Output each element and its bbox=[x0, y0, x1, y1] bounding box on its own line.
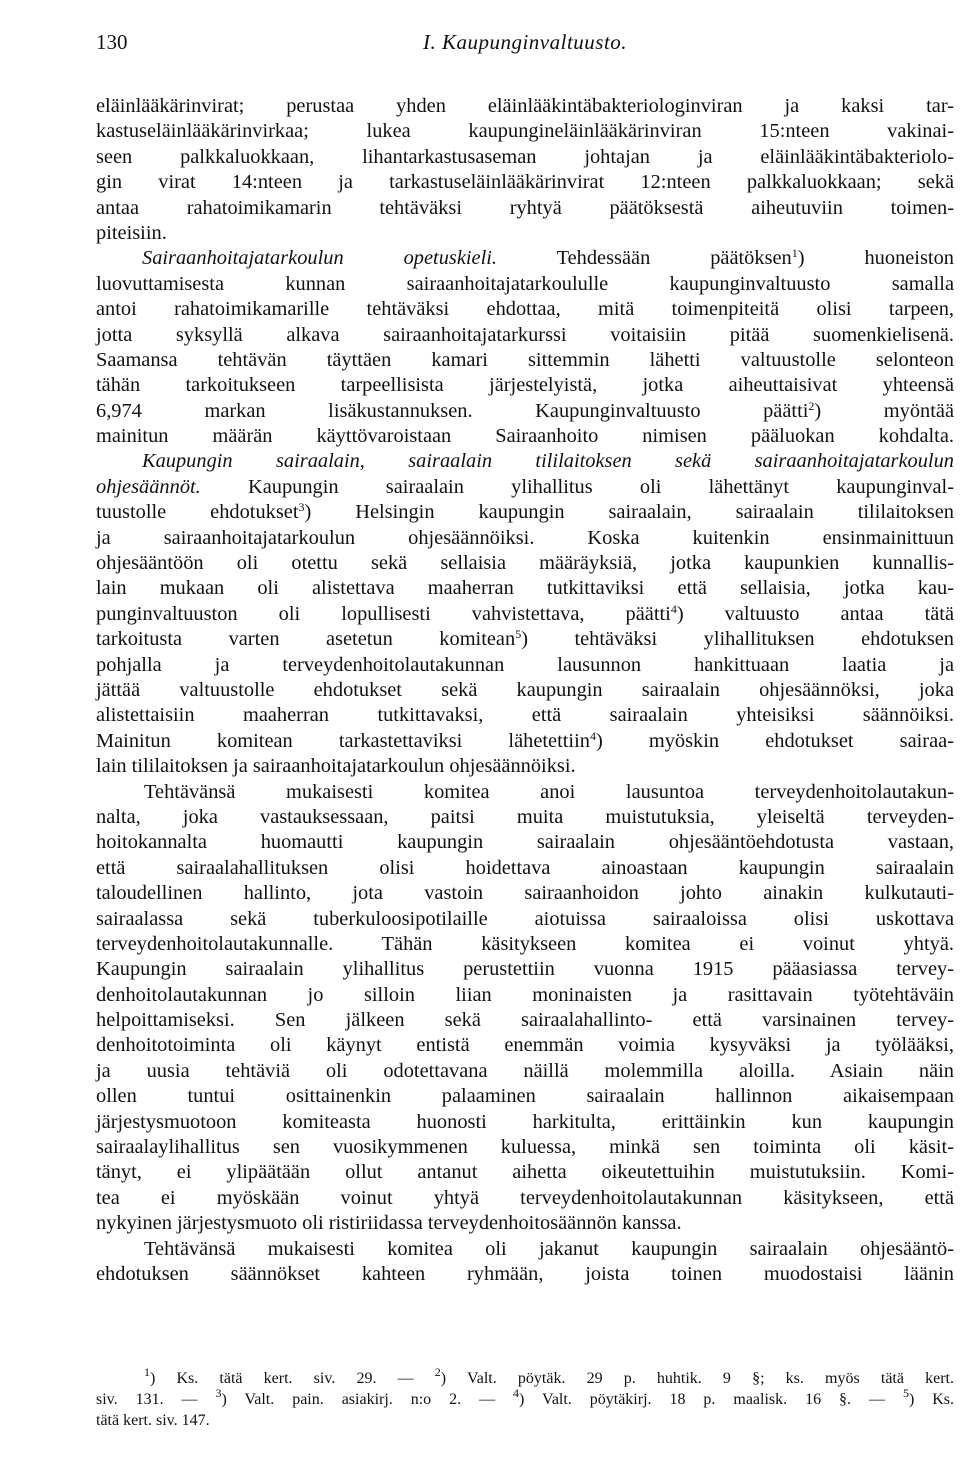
text-line: tähän tarkoitukseen tarpeellisista järjestelyistä, jotka aiheuttaisivat yhteensä bbox=[96, 374, 954, 397]
text-line: punginvaltuuston oli lopullisesti vahvistettava, päätti$^4$) valtuusto antaa tätä bbox=[96, 601, 954, 625]
text-line: alistettaisiin maaherran tutkittavaksi, että sairaalain yhteisiksi säännöiksi. bbox=[96, 704, 954, 727]
footnotes bbox=[96, 1365, 955, 1431]
text-line: jättää valtuustolle ehdotukset sekä kaupungin sairaalain ohjesäännöksi, joka bbox=[96, 678, 954, 701]
text-line: helpoittamiseksi. Sen jälkeen sekä sairaalahallinto- että varsinainen tervey- bbox=[96, 1009, 954, 1032]
text-line: tea ei myöskään voinut yhtyä terveydenhoitolautakunnan käsitykseen, että bbox=[96, 1186, 954, 1209]
text-line: nykyinen järjestysmuoto oli ristiriidassa terveydenhoitosäännön kanssa. bbox=[96, 1212, 682, 1235]
text-line: antoi rahatoimikamarille tehtäväksi ehdottaa, mitä toimenpiteitä olisi tarpeen, bbox=[96, 298, 954, 321]
footnote-ref: 2 bbox=[808, 398, 815, 413]
text-line: luovuttamisesta kunnan sairaanhoitajatarkoululle kaupunginvaltuusto samalla bbox=[96, 272, 954, 295]
text-line: seen palkkaluokkaan, lihantarkastusaseman johtajan ja eläinlääkintäbakteriolo- bbox=[96, 145, 954, 168]
section-heading: ohjesäännöt. bbox=[96, 475, 201, 498]
text-line: Saamansa tehtävän täyttäen kamari sittemmin lähetti valtuustolle selonteon bbox=[96, 348, 954, 371]
text-line: mainitun määrän käyttövaroistaan Sairaanhoito nimisen pääluokan kohdalta. bbox=[96, 425, 954, 448]
page-header bbox=[96, 30, 954, 60]
text-line: terveydenhoitolautakunnalle. Tähän käsitykseen komitea ei voinut yhtyä. bbox=[96, 932, 954, 955]
text-line: nalta, joka vastauksessaan, paitsi muita muistutuksia, yleiseltä terveyden- bbox=[96, 805, 954, 828]
text-line: denhoitotoiminta oli käynyt entistä enemmän voimia kysyväksi ja työlääksi, bbox=[96, 1034, 954, 1057]
footnote-mark: 4 bbox=[513, 1386, 520, 1400]
text-line: ohjesääntöön oli otettu sekä sellaisia määräyksiä, jotka kaupunkien kunnallis- bbox=[96, 552, 954, 575]
text-line: sairaalaylihallitus sen vuosikymmenen kuluessa, minkä sen toiminta oli käsit- bbox=[96, 1136, 954, 1159]
footnote-ref: 4 bbox=[670, 601, 677, 616]
section-heading-line: Sairaanhoitajatarkoulun opetuskieli. Tehdessään päätöksen$^1$) huoneiston bbox=[142, 246, 954, 270]
footnote-mark: 5 bbox=[902, 1386, 909, 1400]
text-line: järjestysmuotoon komiteasta huonosti harkitulta, erittäinkin kun kaupungin bbox=[96, 1110, 954, 1133]
footnote-ref: 1 bbox=[791, 246, 798, 261]
footnote-line: tätä kert. siv. 147. bbox=[96, 1412, 210, 1429]
page-number: 130 bbox=[96, 30, 128, 54]
text-line: ehdotuksen säännökset kahteen ryhmään, joista toinen muodostaisi läänin bbox=[96, 1262, 954, 1285]
text-line: ohjesäännöt. Kaupungin sairaalain ylihallitus oli lähettänyt kaupunginval- bbox=[96, 475, 954, 498]
footnote-mark: 1 bbox=[144, 1365, 150, 1379]
footnote-ref: 3 bbox=[298, 500, 305, 515]
text-line: että sairaalahallituksen olisi hoidettava ainoastaan kaupungin sairaalain bbox=[96, 856, 954, 879]
body-text bbox=[96, 94, 954, 1287]
footnote-mark: 2 bbox=[434, 1365, 441, 1379]
text-line: tänyt, ei ylipäätään ollut antanut aihetta oikeutettuihin muistutuksiin. Komi- bbox=[96, 1161, 954, 1184]
text-line: Tehtävänsä mukaisesti komitea anoi lausuntoa terveydenhoitolautakun- bbox=[144, 780, 954, 803]
text-line: eläinlääkärinvirat; perustaa yhden eläinlääkintäbakteriologinviran ja kaksi tar- bbox=[96, 95, 954, 117]
footnote-ref: 5 bbox=[515, 627, 522, 642]
footnote-line: $^1$) Ks. tätä kert. siv. 29. — $^2$) Valt. pöytäk. 29 p. huhtik. 9 §; ks. myös tätä kert. bbox=[144, 1365, 955, 1387]
text-line: denhoitolautakunnan jo silloin liian moninaisten ja rasittavain työtehtäväin bbox=[96, 983, 954, 1006]
text-line: lain tililaitoksen ja sairaanhoitajatarkoulun ohjesäännöiksi. bbox=[96, 755, 576, 778]
section-heading: Kaupungin sairaalain, sairaalain tililaitoksen sekä sairaanhoitajatarkoulun bbox=[142, 450, 954, 473]
section-heading: Sairaanhoitajatarkoulun opetuskieli. bbox=[142, 247, 498, 270]
text-line: antaa rahatoimikamarin tehtäväksi ryhtyä päätöksestä aiheutuviin toimen- bbox=[96, 196, 954, 219]
text-line: 6,974 markan lisäkustannuksen. Kaupunginvaltuusto päätti$^2$) myöntää bbox=[96, 398, 955, 422]
text-line: sairaalassa sekä tuberkuloosipotilaille aiotuissa sairaaloissa olisi uskottava bbox=[96, 907, 954, 930]
running-title: I. Kaupunginvaltuusto. bbox=[422, 30, 628, 54]
text-line: taloudellinen hallinto, jota vastoin sairaanhoidon johto ainakin kulkutauti- bbox=[96, 882, 954, 905]
text-line: ollen tuntui osittainenkin palaaminen sairaalain hallinnon aikaisempaan bbox=[96, 1085, 954, 1108]
text-line: Kaupungin sairaalain ylihallitus perustettiin vuonna 1915 pääasiassa tervey- bbox=[96, 958, 954, 981]
text-line: kastuseläinlääkärinvirkaa; lukea kaupungineläinlääkärinviran 15:nteen vakinai- bbox=[96, 120, 954, 143]
footnote-mark: 3 bbox=[215, 1386, 222, 1400]
text-line: lain mukaan oli alistettava maaherran tutkittaviksi että sellaisia, jotka kau- bbox=[96, 577, 954, 600]
text-line: Mainitun komitean tarkastettaviksi lähetettiin$^4$) myöskin ehdotukset sairaa- bbox=[96, 728, 954, 752]
text-line: jotta syksyllä alkava sairaanhoitajatarkurssi voitaisiin pitää suomenkielisenä. bbox=[96, 323, 954, 346]
footnote-ref: 4 bbox=[589, 728, 596, 743]
text-line: hoitokannalta huomautti kaupungin sairaalain ohjesääntöehdotusta vastaan, bbox=[96, 831, 954, 854]
text-line: gin virat 14:nteen ja tarkastuseläinlääkärinvirat 12:nteen palkkaluokkaan; sekä bbox=[96, 171, 954, 194]
text-line: pohjalla ja terveydenhoitolautakunnan lausunnon hankittuaan laatia ja bbox=[96, 653, 954, 676]
text-line: ja sairaanhoitajatarkoulun ohjesäännöiksi. Koska kuitenkin ensinmainittuun bbox=[96, 526, 954, 549]
text-line: ja uusia tehtäviä oli odotettavana näillä molemmilla aloilla. Asiain näin bbox=[96, 1059, 954, 1082]
text-line: Tehtävänsä mukaisesti komitea oli jakanut kaupungin sairaalain ohjesääntö- bbox=[144, 1237, 954, 1260]
text-line: piteisiin. bbox=[96, 221, 167, 244]
footnote-line: siv. 131. — $^3$) Valt. pain. asiakirj. n:o 2. — $^4$) Valt. pöytäkirj. 18 p. maalisk. 16 §. — $^5$) Ks. bbox=[96, 1386, 955, 1408]
text-line: tuustolle ehdotukset$^3$) Helsingin kaupungin sairaalain, sairaalain tililaitoksen bbox=[96, 500, 954, 524]
text-line: tarkoitusta varten asetetun komitean$^5$) tehtäväksi ylihallituksen ehdotuksen bbox=[96, 627, 954, 651]
